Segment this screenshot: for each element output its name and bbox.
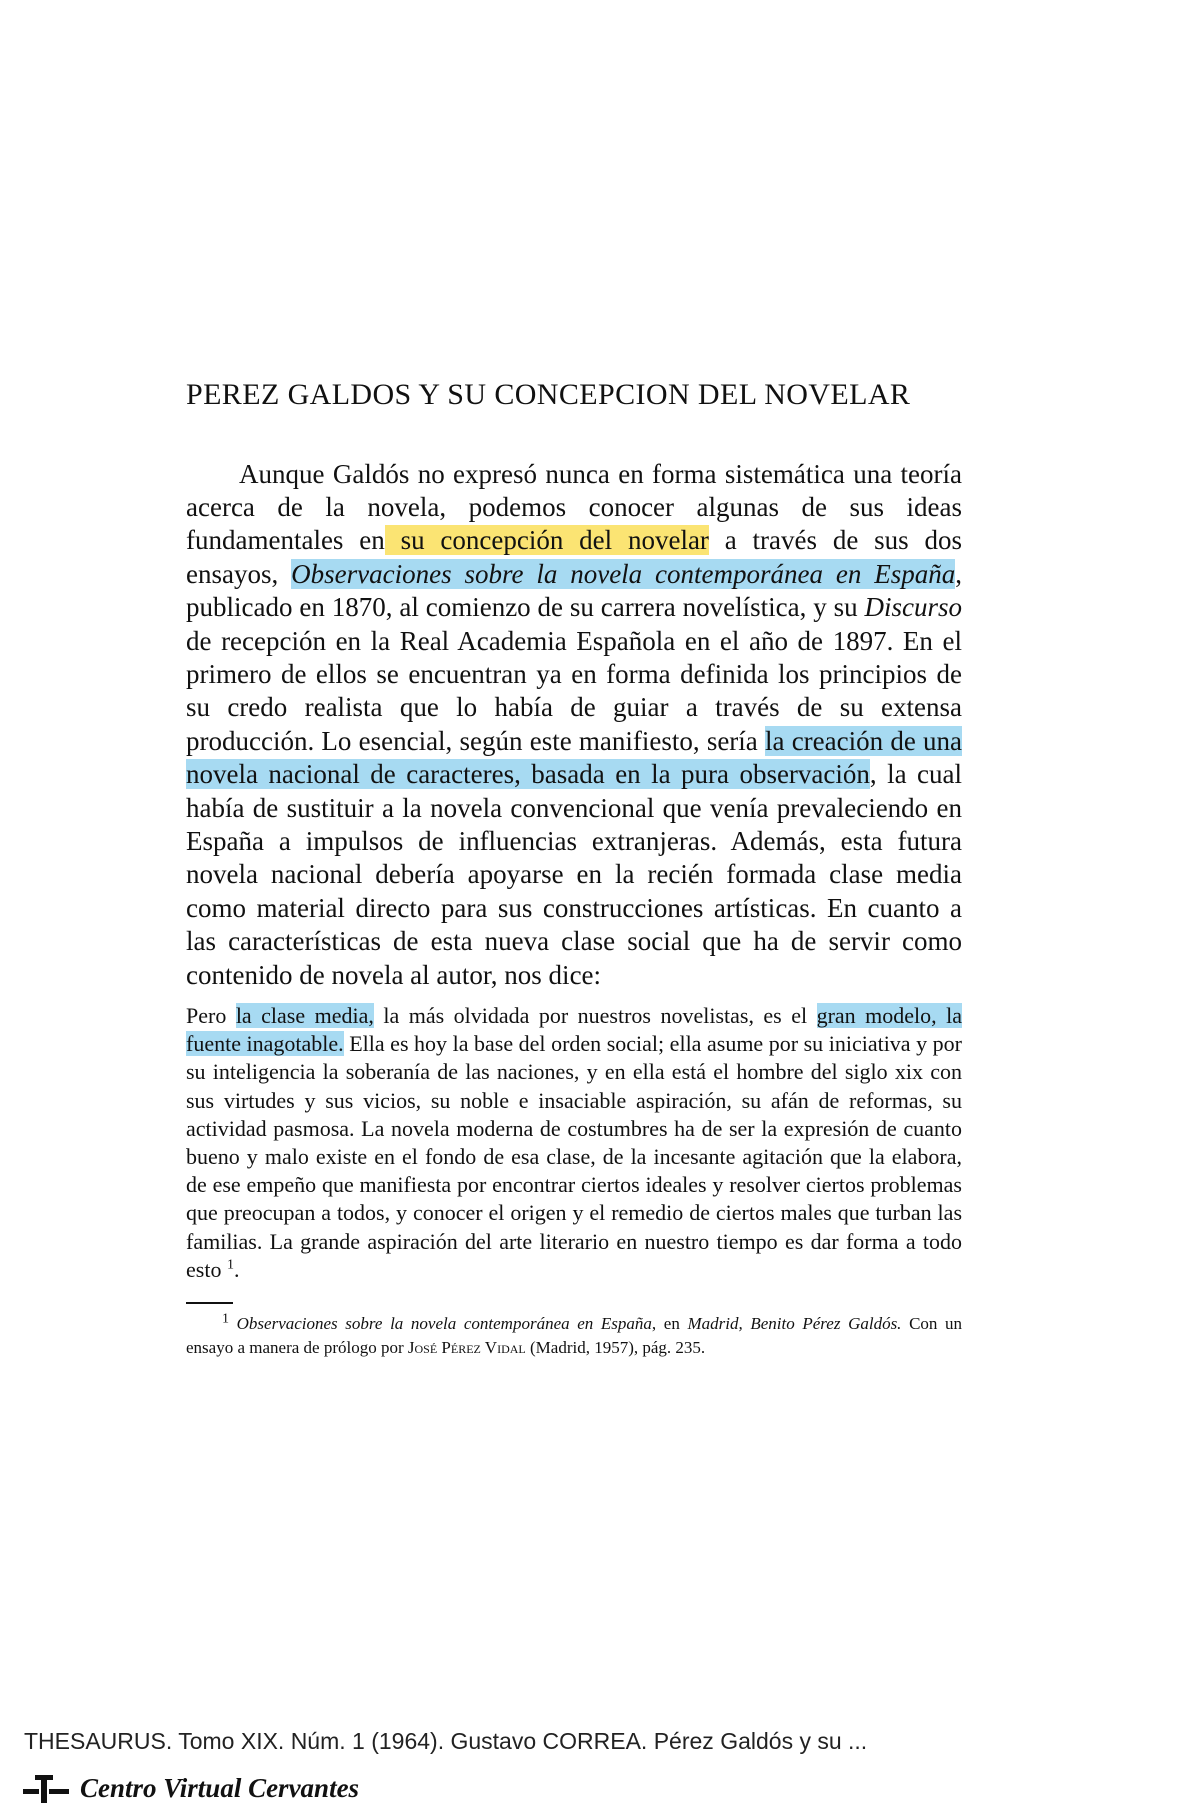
footnote-author: José Pérez Vidal [407,1338,526,1358]
footnote-italic-publication: Madrid, Benito Pérez Galdós. [687,1314,902,1334]
text-span: de recepción en la Real Academia Española en el año de 1897. En el primero de ellos se encuentran ya en forma definida los principios de su credo realista que lo había de guiar a través de su extensa producción. Lo esencial, según este manifiesto, sería [186,625,962,756]
brand-name: Centro Virtual Cervantes [80,1772,360,1803]
footnote-italic-title: Observaciones sobre la novela contemporánea en España [236,1314,652,1334]
highlight-blue-clase-media: la clase media, [235,1003,374,1028]
text-span: , la cual había de sustituir a la novela convencional que venía prevaleciendo en España a impulsos de influencias extranjeras. Además, esta futura novela nacional debería apoyarse en la recién formada clase media como material directo para sus construcciones artísticas. En cuanto a las características de esta nueva clase social que ha de servir como contenido de novela al autor, nos dice: [186,759,962,990]
body-paragraph [186,458,962,993]
text-span: , publicado en 1870, al comienzo de su carrera novelística, y su [186,558,963,623]
highlight-blue-thesis: la creación de una novela nacional de caracteres, basada en la pura observación [186,725,962,790]
highlight-blue-essay-title: Observaciones sobre la novela contemporánea en España [291,558,956,589]
footnote [186,1312,962,1360]
text-span: Ella es hoy la base del orden social; ella asume por su iniciativa y por su inteligencia la soberanía de las naciones, y en ella está el hombre del siglo xix con sus virtudes y sus vicios, su noble e insaciable aspiración, su afán de reformas, su actividad pasmosa. La novela moderna de costumbres ha de ser la expresión de cuanto bueno y malo existe en el fondo de esa clase, de la incesante agitación que la elabora, de ese empeño que manifiesta por encontrar ciertos ideales y resolver ciertos problemas que preocupan a todos, y conocer el origen y el remedio de ciertos males que turban las familias. La grande aspiración del arte literario en nuestro tiempo es dar forma a todo esto [186,1031,962,1282]
article [186,378,962,1360]
highlight-yellow: su concepción del novelar [384,525,709,556]
italic-discurso: Discurso [864,592,962,623]
text-span: , en [651,1314,688,1334]
highlight-blue-gran-modelo: gran modelo, la fuente inagotable. [186,1003,962,1057]
block-quote [186,1002,962,1284]
article-title: PEREZ GALDOS Y SU CONCEPCION DEL NOVELAR [186,378,911,411]
footnote-reference[interactable]: 1 [226,1257,234,1273]
cervantes-logo-icon [22,1772,70,1804]
text-span: a través de sus dos ensayos, [186,525,962,589]
text-span: Aunque Galdós no expresó nunca en forma sistemática una teoría acerca de la novela, podemos conocer algunas de sus ideas fundamentales en [186,458,962,556]
text-span: la más olvidada por nuestros novelistas, es el [373,1003,817,1028]
source-citation: THESAURUS. Tomo XIX. Núm. 1 (1964). Gustavo CORREA. Pérez Galdós y su ... [24,1728,868,1754]
text-span: Con un ensayo a manera de prólogo por [186,1314,963,1358]
footnote-divider [186,1302,233,1304]
footnote-number: 1 [222,1311,229,1327]
text-span: Pero [186,1003,236,1028]
brand[interactable] [22,1768,359,1808]
text-span: . [233,1256,240,1282]
text-span: (Madrid, 1957), pág. 235. [525,1338,706,1358]
